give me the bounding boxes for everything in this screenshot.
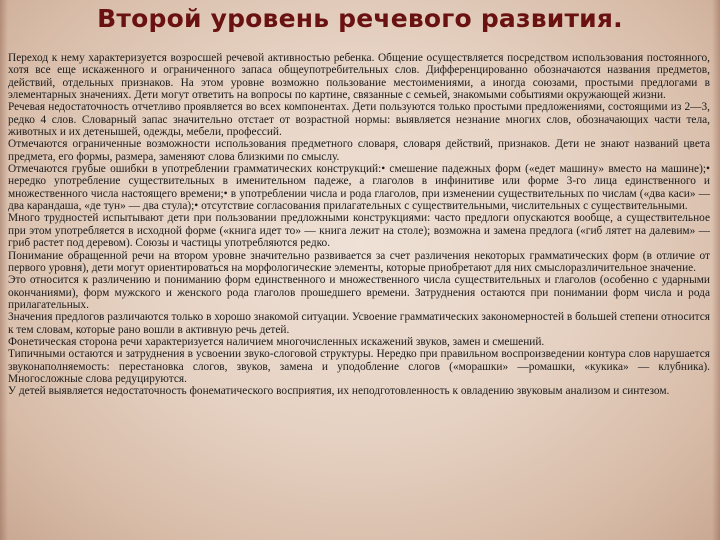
paragraph-syllable-structure: Типичными остаются и затруднения в усвоении звуко-слоговой структуры. Нередко при правильном воспроизведении контура слов нарушается звуконаполняемость: перестановка слогов, звуков, замена и уподобление слогов («морашки» —ромашки, «кукика» — клубника). Многосложные слова редуцируются. (8, 348, 710, 385)
slide-title: Второй уровень речевого развития. (97, 4, 623, 33)
paragraph-transition: Переход к нему характеризуется возросшей речевой активностью ребенка. Общение осуществляется посредством использования постоянного, хотя все еще искаженного и ограниченного запаса общеупотребительных слов. Дифференцированно обозначаются названия предметов, действий, отдельных признаков. На этом уровне возможно пользование местоимениями, а иногда союзами, простыми предлогами в элементарных значениях. Дети могут ответить на вопросы по картине, связанные с семьей, знакомыми событиями окружающей жизни. (8, 52, 710, 102)
paragraph-vocabulary-limits: Отмечаются ограниченные возможности использования предметного словаря, словаря действий, признаков. Дети не знают названий цвета предмета, его формы, размера, заменяют слова близкими по смыслу. (8, 138, 710, 163)
paragraph-grammar-errors: Отмечаются грубые ошибки в употреблении грамматических конструкций:• смешение падежных форм («едет машину» вместо на машине);• нередко употребление существительных в именительном падеже, а глаголов в инфинитиве или форме 3-го лица единственного и множественного числа настоящего времени;• в употреблении числа и рода глаголов, при изменении существительных по числам («два каси» — два карандаша, «де тун» — два стула);• отсутствие согласования прилагательных с существительными, числительных с существительными. (8, 163, 710, 213)
paragraph-phonemic-perception: У детей выявляется недостаточность фонематического восприятия, их неподготовленность к овладению звуковым анализом и синтезом. (8, 385, 670, 398)
slide-edge-shading-right (712, 0, 720, 540)
slide-body (8, 52, 710, 398)
paragraph-preposition-meanings: Значения предлогов различаются только в хорошо знакомой ситуации. Усвоение грамматических закономерностей в большей степени относится к тем словам, которые рано вошли в активную речь детей. (8, 311, 710, 336)
paragraph-phonetics: Фонетическая сторона речи характеризуется наличием многочисленных искажений звуков, замен и смешений. (8, 335, 545, 348)
paragraph-prepositions: Много трудностей испытывают дети при пользовании предложными конструкциями: часто предлоги опускаются вообще, а существительное при этом употребляется в исходной форме («книга идет то» — книга лежит на столе); возможна и замена предлога («гиб лятет на далевим» — гриб растет под деревом). Союзы и частицы употребляются редко. (8, 212, 710, 250)
paragraph-comprehension: Понимание обращенной речи на втором уровне значительно развивается за счет различения некоторых грамматических форм (в отличие от первого уровня), дети могут ориентироваться на морфологические элементы, которые приобретают для них смыслоразличительное значение. (8, 249, 710, 274)
paragraph-number-gender: Это относится к различению и пониманию форм единственного и множественного числа существительных и глаголов (особенно с ударными окончаниями), форм мужского и женского рода глаголов прошедшего времени. Затруднения остаются при понимании форм числа и рода прилагательных. (8, 274, 710, 311)
slide-edge-shading-left (0, 0, 8, 540)
paragraph-speech-deficiency: Речевая недостаточность отчетливо проявляется во всех компонентах. Дети пользуются только простыми предложениями, состоящими из 2—3, редко 4 слов. Словарный запас значительно отстает от возрастной нормы: выявляется незнание многих слов, обозначающих части тела, животных и их детенышей, одежды, мебели, профессий. (8, 101, 710, 139)
